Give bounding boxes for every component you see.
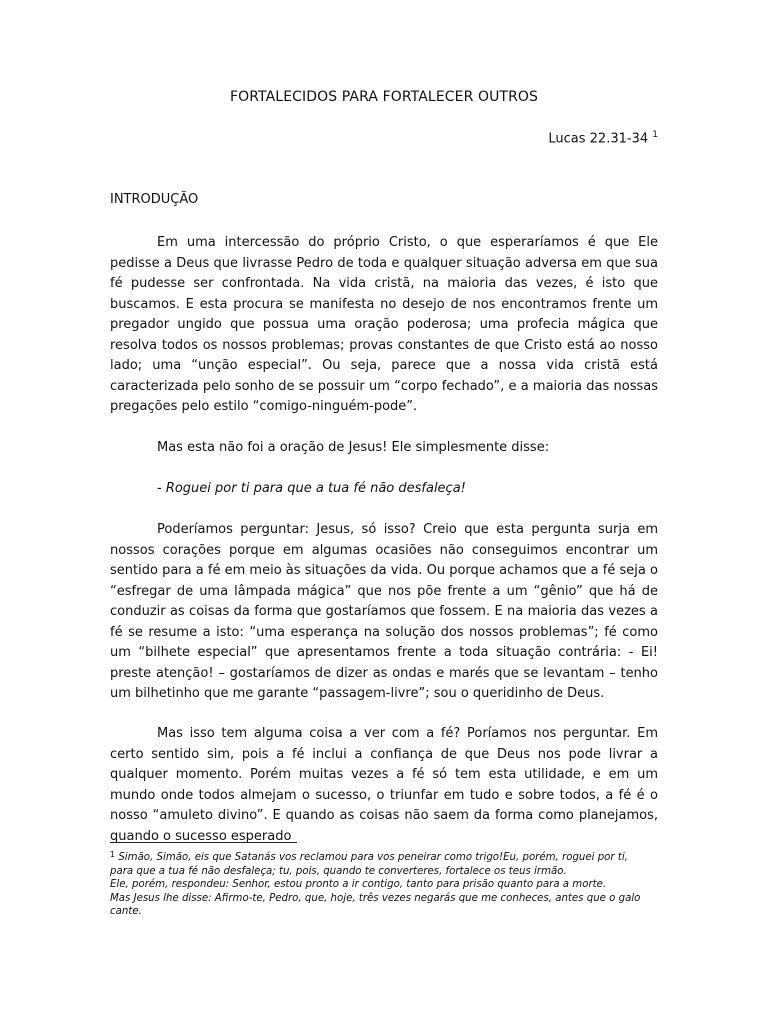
paragraph-text: Em uma intercessão do próprio Cristo, o que esperaríamos é que Ele pedisse a Deus que livrasse Pedro de toda e qualquer situação adversa em que sua fé pudesse ser confrontada. Na vida cristã, na maioria das vezes, é isto que buscamos. E esta procura se manifesta no desejo de nos encontramos frente um pregador ungido que possua uma oração poderosa; uma profecia mágica que resolva todos os nossos problemas; provas constantes de que Cristo está ao nosso lado; uma “unção especial”. Ou seja, parece que a nossa vida cristã está caracterizada pelo sonho de se possuir um “corpo fechado”, e a maioria das nossas pregações pelo estilo “comigo-ninguém-pode”. [110, 235, 658, 414]
document-title: FORTALECIDOS PARA FORTALECER OUTROS [229, 89, 539, 105]
footnote-line: Ele, porém, respondeu: Senhor, estou pronto a ir contigo, tanto para prisão quanto para a morte. [110, 879, 607, 891]
paragraph-1 [110, 233, 658, 418]
paragraph-4 [110, 520, 658, 705]
scripture-reference-text: Lucas 22.31-34 [548, 131, 649, 147]
paragraph-5 [110, 724, 658, 847]
section-heading: INTRODUÇÃO [110, 192, 199, 207]
paragraph-text: Mas isso tem alguma coisa a ver com a fé? Poríamos nos perguntar. Em certo sentido sim, pois a fé inclui a confiança de que Deus nos pode livrar a qualquer momento. Porém muitas vezes a fé só tem esta utilidade, e em um mundo onde todos almejam o sucesso, o triunfar em tudo e sobre todos, a fé é o nosso “amuleto divino”. E quando as coisas não saem da forma como planejamos, quando o sucesso esperado [110, 726, 658, 844]
paragraph-text: Mas esta não foi a oração de Jesus! Ele simplesmente disse: [157, 440, 550, 455]
footnote-line [110, 848, 658, 865]
footnote-line: Mas Jesus lhe disse: Afirmo-te, Pedro, que, hoje, três vezes negarás que me conheces, antes que o galo cante. [110, 892, 641, 918]
footnote [110, 848, 658, 919]
footnote-line-text: Simão, Simão, eis que Satanás vos reclamou para vos peneirar como trigo!Eu, porém, roguei por ti, [118, 852, 628, 863]
quote-text: - Roguei por ti para que a tua fé não desfaleça! [157, 481, 466, 496]
footnote-divider [110, 842, 297, 843]
footnote-marker: 1 [652, 130, 658, 140]
footnote-number: 1 [110, 850, 116, 859]
paragraph-2 [110, 438, 658, 459]
quote-paragraph [110, 479, 658, 500]
paragraph-text: Poderíamos perguntar: Jesus, só isso? Creio que esta pergunta surja em nossos corações porque em algumas ocasiões não conseguimos encontrar um sentido para a fé em meio às situações da vida. Ou porque achamos que a fé seja o “esfregar de uma lâmpada mágica” que nos põe frente a um “gênio” que há de conduzir as coisas da forma que gostaríamos que fossem. E na maioria das vezes a fé se resume a isto: “uma esperança na solução dos nossos problemas”; fé como um “bilhete especial” que apresentamos frente a toda situação contrária: - Ei! preste atenção! – gostaríamos de dizer as ondas e marés que se levantam – tenho um bilhetinho que me garante “passagem-livre”; sou o queridinho de Deus. [110, 522, 658, 701]
footnote-line: para que a tua fé não desfaleça; tu, pois, quando te converteres, fortalece os teus irmão. [110, 865, 567, 877]
scripture-reference [548, 130, 658, 146]
